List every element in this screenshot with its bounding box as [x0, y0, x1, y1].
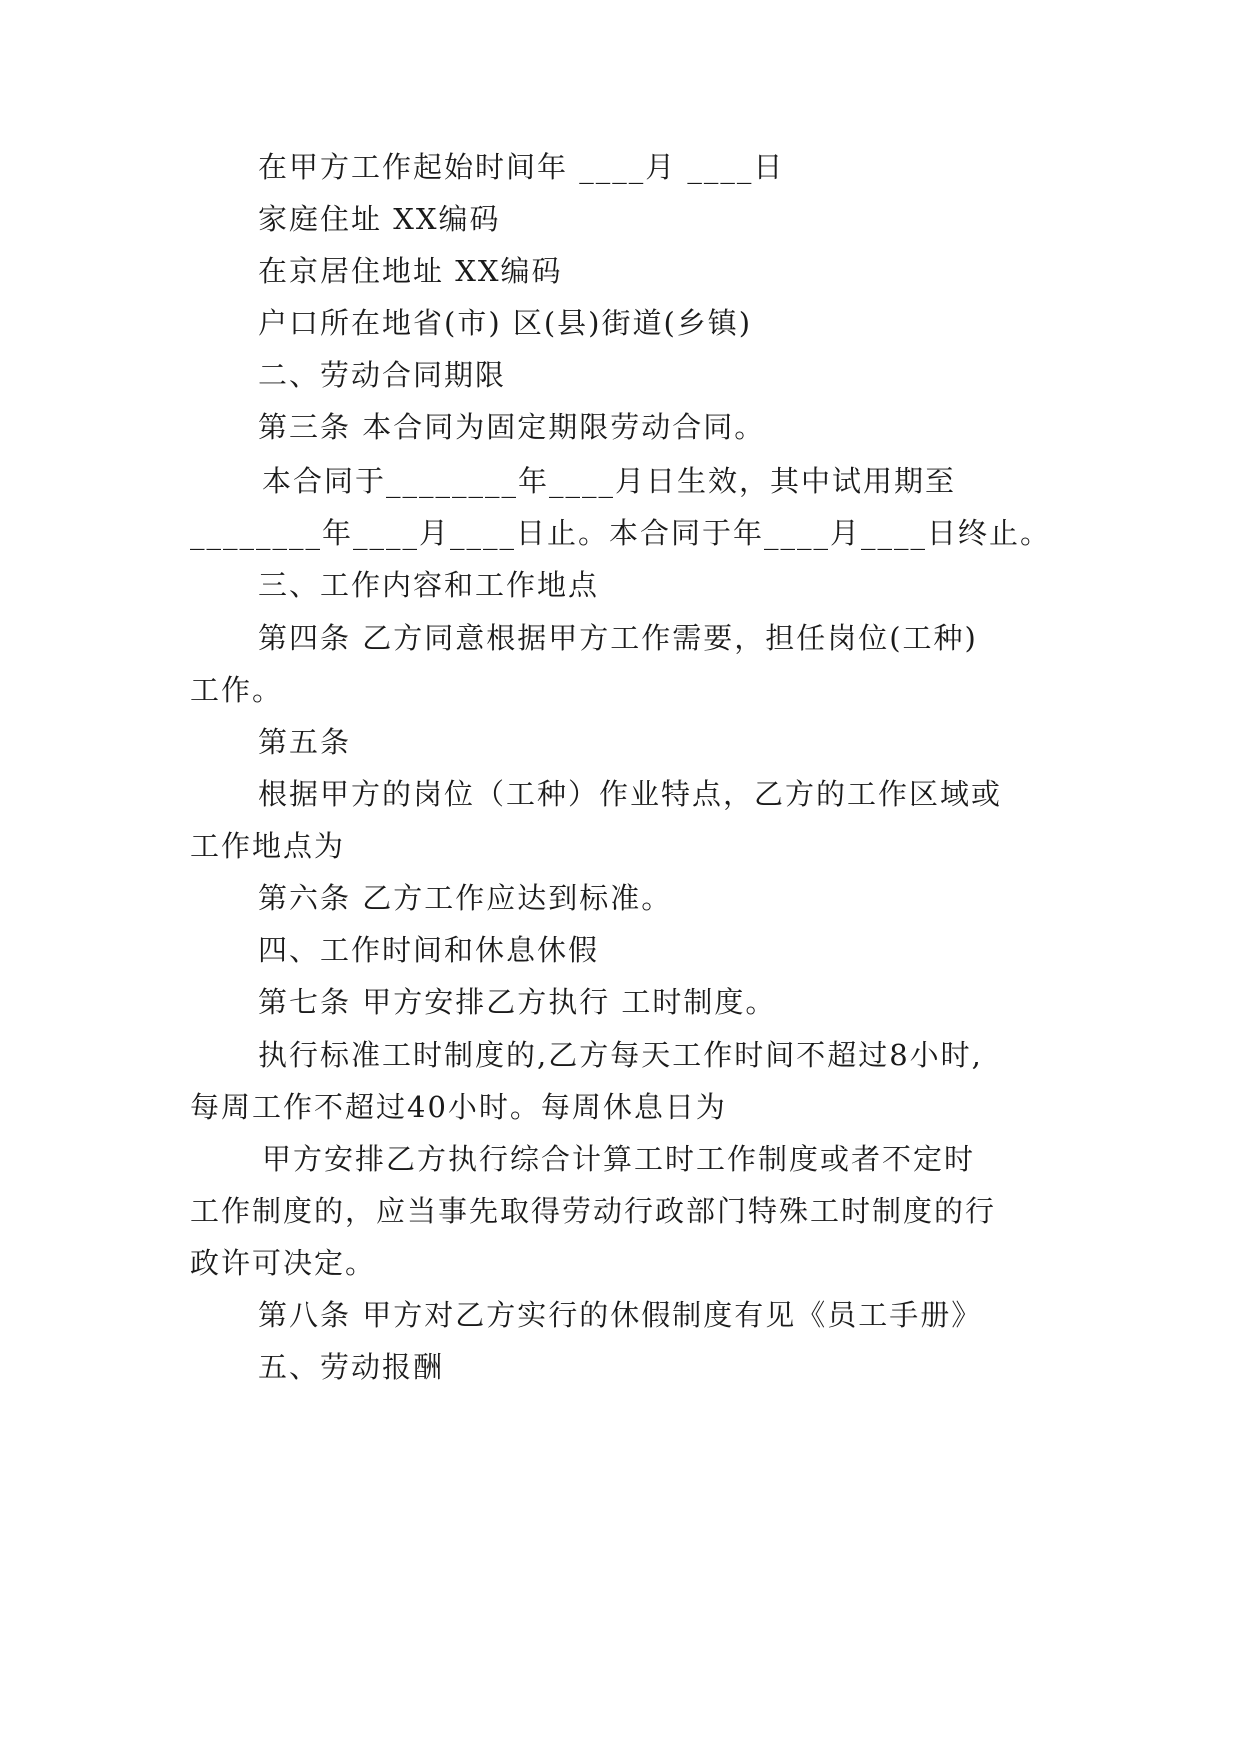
text-line-start-date: 在甲方工作起始时间年 ____月 ____日: [258, 150, 785, 184]
article-7: 第七条 甲方安排乙方执行 工时制度。: [258, 985, 777, 1019]
article-8: 第八条 甲方对乙方实行的休假制度有见《员工手册》: [258, 1298, 983, 1332]
article-5: 第五条: [258, 725, 352, 759]
section-heading-contract-term: 二、劳动合同期限: [258, 358, 507, 392]
text-line-administrative-permit: 政许可决定。: [190, 1246, 377, 1280]
text-line-household-registration: 户口所在地省(市) 区(县)街道(乡镇): [258, 306, 753, 340]
article-5-text: 根据甲方的岗位（工种）作业特点，乙方的工作区域或: [258, 777, 1003, 811]
article-4: 第四条 乙方同意根据甲方工作需要，担任岗位(工种): [258, 621, 978, 655]
text-line-weekly-hours: 每周工作不超过40小时。每周休息日为: [190, 1090, 727, 1124]
text-line-standard-hours: 执行标准工时制度的,乙方每天工作时间不超过8小时,: [258, 1038, 983, 1072]
text-line-termination-date: ________年____月____日止。本合同于年____月____日终止。: [190, 516, 1052, 550]
section-heading-work-content: 三、工作内容和工作地点: [258, 568, 600, 602]
text-line-flexible-hours: 甲方安排乙方执行综合计算工时工作制度或者不定时: [262, 1142, 976, 1176]
article-5-text-continued: 工作地点为: [190, 829, 346, 863]
article-4-continued: 工作。: [190, 673, 284, 707]
text-line-beijing-address: 在京居住地址 XX编码: [258, 254, 563, 288]
text-line-effective-date: 本合同于________年____月日生效，其中试用期至: [262, 464, 957, 498]
article-3: 第三条 本合同为固定期限劳动合同。: [258, 410, 766, 444]
section-heading-remuneration: 五、劳动报酬: [258, 1350, 445, 1384]
text-line-flexible-hours-continued: 工作制度的，应当事先取得劳动行政部门特殊工时制度的行: [190, 1194, 997, 1228]
section-heading-working-hours: 四、工作时间和休息休假: [258, 933, 600, 967]
text-line-home-address: 家庭住址 XX编码: [258, 202, 501, 236]
article-6: 第六条 乙方工作应达到标准。: [258, 881, 673, 915]
